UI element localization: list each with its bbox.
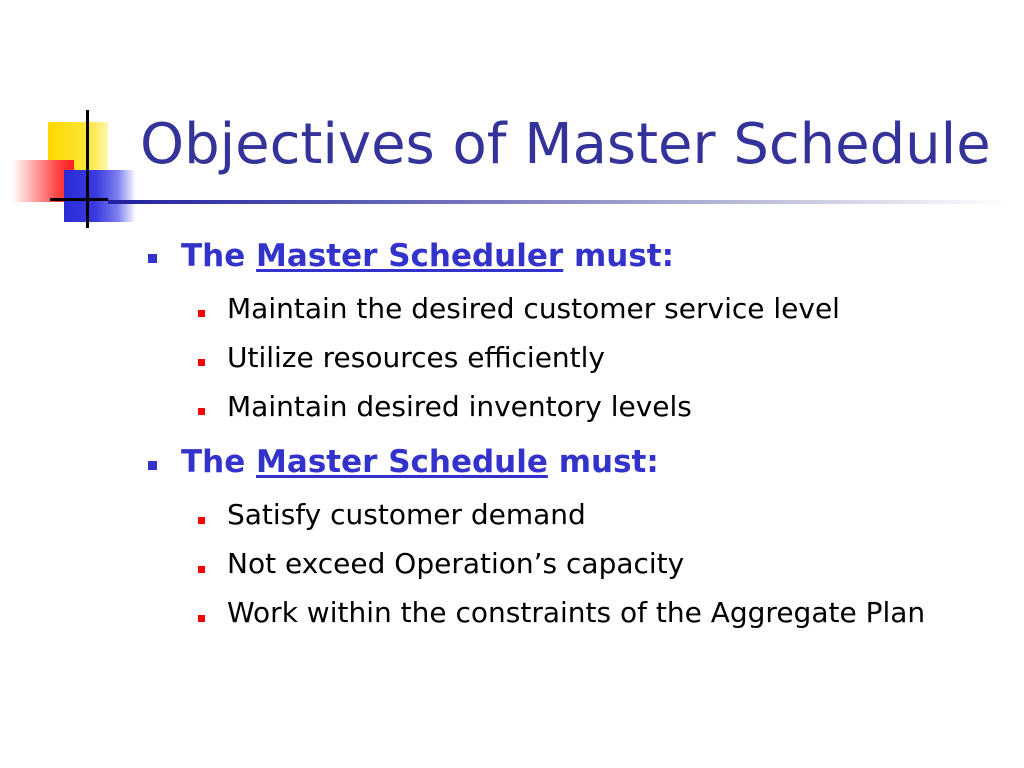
- list-item: Maintain the desired customer service level: [227, 292, 840, 325]
- list-item: Satisfy customer demand: [227, 498, 586, 531]
- section-heading: [181, 238, 674, 274]
- list-item: Utilize resources efficiently: [227, 341, 605, 374]
- level2-bullet: [198, 310, 205, 317]
- level1-bullet: [148, 254, 157, 263]
- section-heading: [181, 444, 659, 480]
- master-schedule-link[interactable]: Master Schedule: [256, 444, 548, 480]
- level2-bullet: [198, 408, 205, 415]
- section-heading-prefix: The: [181, 444, 246, 480]
- master-scheduler-link[interactable]: Master Scheduler: [256, 238, 564, 274]
- level2-bullet: [198, 517, 205, 524]
- list-item: Not exceed Operation’s capacity: [227, 547, 685, 580]
- section-heading-prefix: The: [181, 238, 246, 274]
- level2-bullet: [198, 359, 205, 366]
- section-heading-suffix: must:: [558, 444, 659, 480]
- level1-bullet: [148, 461, 157, 470]
- list-item: Work within the constraints of the Aggregate Plan: [227, 596, 926, 629]
- level2-bullet: [198, 615, 205, 622]
- section-heading-suffix: must:: [573, 238, 675, 274]
- level2-bullet: [198, 566, 205, 573]
- list-item: Maintain desired inventory levels: [227, 390, 692, 423]
- slide-title: Objectives of Master Schedule: [140, 112, 991, 177]
